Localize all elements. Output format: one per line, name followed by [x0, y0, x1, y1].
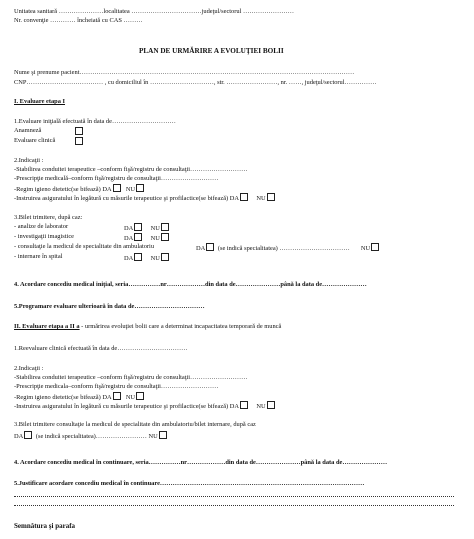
s2-referral-nu-checkbox[interactable] [159, 431, 167, 439]
clinical-eval-label: Evaluare clinică [14, 137, 56, 144]
s2-q3-label: 3.Bilet trimitere consultaţie la medicul de specialitate din ambulatoriu/bilet internare, după caz [14, 421, 256, 428]
referral-hospital-label: - internare în spital [14, 253, 63, 260]
patient-name-line: Nume şi prenume pacient………………………………………………………………………………………………………………… [14, 69, 355, 76]
referral-imaging-options: DA NU [124, 233, 171, 243]
referral-hospital-options: DA NU [124, 253, 171, 263]
s1-q2-item-prescription: -Prescripţie medicală–conform fişă/registru de consultaţii……………………… [14, 175, 219, 182]
s2-q2-item-conduct: -Stabilirea conduitei terapeutice –conform fişă/registru de consultaţii……………………… [14, 374, 248, 381]
s1-q1-clinical [14, 137, 55, 145]
s1-q2-item-diet: -Regim igieno dietetic(se bifează) DA NU [14, 184, 146, 194]
s1-q5-followup: 5.Programare evaluare ulterioară în data de…………………………… [14, 303, 205, 310]
page-title: PLAN DE URMĂRIRE A EVOLUŢIEI BOLII [139, 47, 284, 55]
section1-heading: I. Evaluare etapa I [14, 98, 66, 105]
s1-q2-label: 2.Indicaţii : [14, 157, 44, 164]
s2-diet-da-checkbox[interactable] [113, 392, 121, 400]
instruction-da-checkbox[interactable] [240, 193, 248, 201]
instruction-nu-checkbox[interactable] [267, 193, 275, 201]
diet-nu-checkbox[interactable] [136, 184, 144, 192]
s1-q1-label: 1.Evaluare iniţială efectuată în data de………………………… [14, 118, 176, 125]
diet-da-checkbox[interactable] [113, 184, 121, 192]
s2-q5-justification: 5.Justificare acordare concediu medical în continuare…………………………………………………………………………………… [14, 480, 365, 487]
s1-q2-item-conduct: -Stabilirea conduitei terapeutice –conform fişă/registru de consultaţii……………………… [14, 166, 248, 173]
s2-instruction-da-checkbox[interactable] [240, 401, 248, 409]
s1-q3-label: 3.Bilet trimitere, după caz: [14, 214, 83, 221]
justification-line-2[interactable] [14, 505, 454, 506]
s2-q2-item-prescription: -Prescripţie medicala–conform fişă/registru de consultaţii……………………… [14, 383, 219, 390]
anamnesis-label: Anamneză [14, 127, 42, 134]
s2-instruction-nu-checkbox[interactable] [267, 401, 275, 409]
referral-imaging-label: - investigaţii imagistice [14, 233, 74, 240]
s2-q2-item-diet: -Regim igieno dietetic(se bifează) DA NU [14, 392, 146, 402]
header-line-convention: Nr. convenţie ………… încheiată cu CAS ……… [14, 17, 143, 24]
lab-nu-checkbox[interactable] [161, 223, 169, 231]
s1-q2-item-instruction: -Instruirea asiguratului în legătură cu măsurile terapeutice şi profilactice(se bifează) DA NU [14, 193, 277, 203]
referral-specialist-options: DA (se indică specialitatea) …………………………… NU [196, 243, 381, 253]
s1-q1-anamnesis [14, 127, 41, 135]
justification-line-1[interactable] [14, 496, 454, 497]
s2-referral-da-checkbox[interactable] [24, 431, 32, 439]
referral-specialist-label: - consultaţie la medicul de specialitate din ambulatoriu [14, 243, 155, 250]
specialist-da-checkbox[interactable] [206, 243, 214, 251]
referral-lab-options: DA NU [124, 223, 171, 233]
s2-q3-options: DA (se indică specialitatea)…………………… NU [14, 431, 169, 441]
hospital-da-checkbox[interactable] [134, 253, 142, 261]
specialist-nu-checkbox[interactable] [371, 243, 379, 251]
lab-da-checkbox[interactable] [134, 223, 142, 231]
s2-q2-item-instruction: -Instruirea asiguratului în legătură cu măsurile terapeutice şi profilactice(se bifează) DA NU [14, 401, 277, 411]
s2-q2-label: 2.Indicaţii : [14, 365, 44, 372]
section2-heading: II. Evaluare etapa a II a - urmărirea evoluţiei bolii care a determinat incapacitatea temporară de muncă [14, 323, 282, 330]
s2-q4-sick-leave: 4. Acordare concediu medical în continuare, seria……………nr………………din data de…………………până la data de………………… [14, 459, 388, 466]
imaging-da-checkbox[interactable] [134, 233, 142, 241]
s2-diet-nu-checkbox[interactable] [136, 392, 144, 400]
signature-label: Semnătura şi parafa [14, 522, 76, 530]
s2-q1-reevaluation: 1.Reevaluare clinică efectuată în data de…………………………… [14, 345, 188, 352]
referral-lab-label: - analize de laborator [14, 223, 69, 230]
header-line-unit: Unitatea sanitară …………………localitatea ……………………………judeţul/sectorul …………………… [14, 8, 295, 15]
imaging-nu-checkbox[interactable] [161, 233, 169, 241]
clinical-eval-checkbox[interactable] [75, 137, 83, 145]
s1-q4-sick-leave: 4. Acordare concediu medical iniţial, seria……………nr………………din data de…………………până la data de………………… [14, 281, 367, 288]
patient-cnp-line: CNP……………………………… , cu domiciliul în …………………………, str. ……………………, nr. ……, judeţul/sectorul…………… [14, 79, 377, 86]
hospital-nu-checkbox[interactable] [161, 253, 169, 261]
anamnesis-checkbox[interactable] [75, 127, 83, 135]
